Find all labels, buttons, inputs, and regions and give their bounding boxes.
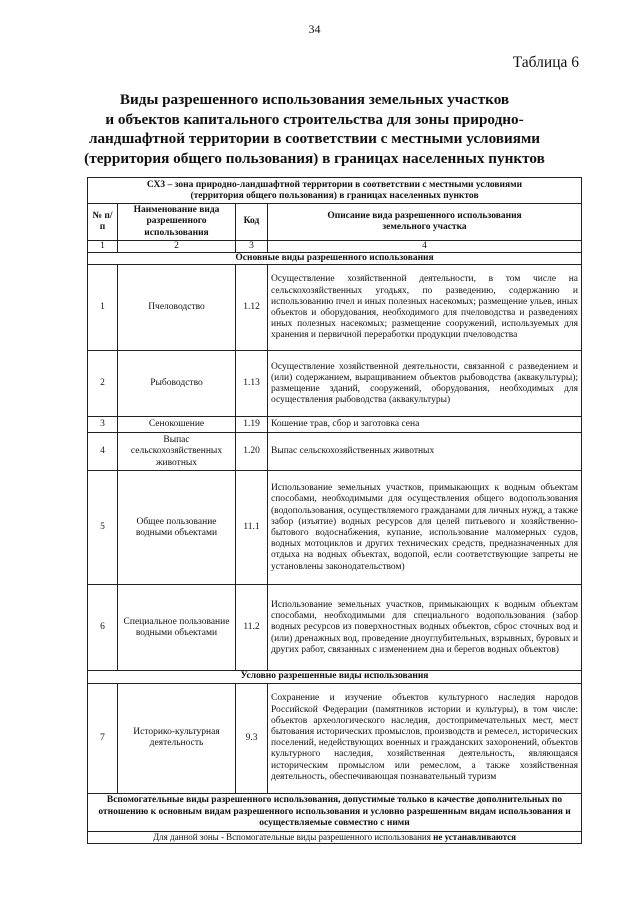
page-number: 34: [308, 22, 321, 36]
row-num: 1: [88, 265, 118, 351]
row-num: 7: [88, 683, 118, 793]
section-auxiliary-header: Вспомогательные виды разрешенного использования, допустимые только в качестве дополнительных по отношению к основным видам разрешенного использования и условно разрешенным видам использования и осуществляемые совместно с ними: [88, 793, 582, 831]
row-desc: Кошение трав, сбор и заготовка сена: [268, 417, 582, 433]
column-number: 4: [268, 241, 582, 253]
row-num: 3: [88, 417, 118, 433]
table-label: Таблица 6: [512, 54, 579, 71]
title-line: (территория общего пользования) в границах населенных пунктов: [84, 149, 545, 167]
table-row: [88, 417, 582, 433]
zone-header-line: СХ3 – зона природно-ландшафтной территории в соответствии с местными условиями: [146, 179, 523, 190]
row-name: Сенокошение: [118, 417, 236, 433]
header-code: Код: [236, 204, 268, 241]
row-num: 5: [88, 471, 118, 585]
column-number: 1: [88, 241, 118, 253]
row-desc: Выпас сельскохозяйственных животных: [268, 433, 582, 471]
column-number: 2: [118, 241, 236, 253]
row-code: 9.3: [236, 683, 268, 793]
column-number: 3: [236, 241, 268, 253]
row-desc: Осуществление хозяйственной деятельности, в том числе на сельскохозяйственных угодьях, по разведению, содержанию и использованию пчел и иных полезных насекомых; размещение ульев, иных объектов и оборудования, необходимого для пчеловодства и разведениях иных полезных насекомых; размещение сооружений, используемых для хранения и первичной переработки продукции пчеловодства: [268, 265, 582, 351]
table-row: [88, 265, 582, 351]
row-code: 1.13: [236, 351, 268, 417]
row-code: 1.12: [236, 265, 268, 351]
row-num: 6: [88, 585, 118, 671]
section-main-header: Основные виды разрешенного использования: [88, 253, 582, 265]
table-row: [88, 683, 582, 793]
row-name: Рыбоводство: [118, 351, 236, 417]
title-line: и объектов капитального строительства для зоны природно-: [105, 110, 524, 128]
header-num: № п/п: [88, 204, 118, 241]
row-name: Выпас сельскохозяйственных животных: [118, 433, 236, 471]
header-desc: Описание вида разрешенного использования земельного участка: [268, 204, 582, 241]
section-conditional-header: Условно разрешенные виды использования: [88, 671, 582, 683]
row-name: Общее пользование водными объектами: [118, 471, 236, 585]
zone-header-line: (территория общего пользования) в границах населенных пунктов: [190, 190, 479, 201]
row-name: Пчеловодство: [118, 265, 236, 351]
row-code: 11.2: [236, 585, 268, 671]
table-row: [88, 471, 582, 585]
footer-note-text: Для данной зоны - Вспомогательные виды разрешенного использования: [153, 831, 434, 842]
title-line: Виды разрешенного использования земельных участков: [119, 91, 510, 108]
zoning-table: [87, 177, 582, 844]
table-row: [88, 585, 582, 671]
row-code: 1.19: [236, 417, 268, 433]
row-code: 11.1: [236, 471, 268, 585]
row-desc: Использование земельных участков, примыкающих к водным объектам способами, необходимыми для специального водопользования (забор водных ресурсов из поверхностных водных объектов, сброс сточных вод и (или) дренажных вод, проведение дноуглубительных, взрывных, буровых и других работ, связанных с изменением дна и берегов водных объектов): [268, 585, 582, 671]
row-name: Историко-культурная деятельность: [118, 683, 236, 793]
table-row: [88, 433, 582, 471]
footer-note-cell: [88, 831, 582, 843]
row-desc: Осуществление хозяйственной деятельности, связанной с разведением и (или) содержанием, выращиванием объектов рыбоводства (аквакультуры); размещение зданий, сооружений, оборудования, необходимых для осуществления рыбоводства (аквакультуры): [268, 351, 582, 417]
row-desc: Сохранение и изучение объектов культурного наследия народов Российской Федерации (памятников истории и культуры), в том числе: объектов археологического наследия, достопримечательных мест, мест бытования исторических промыслов, производств и ремесел, исторических поселений, недействующих военных и гражданских захоронений, объектов культурного наследия, хозяйственная деятельность, являющаяся историческим промыслом или ремеслом, а также хозяйственная деятельность, обеспечивающая познавательный туризм: [268, 683, 582, 793]
table-row: [88, 351, 582, 417]
row-desc: Использование земельных участков, примыкающих к водным объектам способами, необходимыми для осуществления общего водопользования (водопользования, осуществляемого гражданами для личных нужд, а также забор (изъятие) водных ресурсов для целей питьевого и хозяйственно-бытового водоснабжения, купание, использование маломерных судов, водных мотоциклов и других технических средств, предназначенных для отдыха на водных объектах, водопой, если соответствующие запреты не установлены законодательством): [268, 471, 582, 585]
document-title: [60, 90, 569, 168]
title-line: ландшафтной территории в соответствии с местными условиями: [88, 130, 541, 147]
row-name: Специальное пользование водными объектами: [118, 585, 236, 671]
header-name: Наименование вида разрешенного использования: [118, 204, 236, 241]
row-num: 4: [88, 433, 118, 471]
row-code: 1.20: [236, 433, 268, 471]
footer-note-bold: не устанавливаются: [433, 831, 516, 842]
row-num: 2: [88, 351, 118, 417]
zone-header-cell: [88, 178, 582, 204]
